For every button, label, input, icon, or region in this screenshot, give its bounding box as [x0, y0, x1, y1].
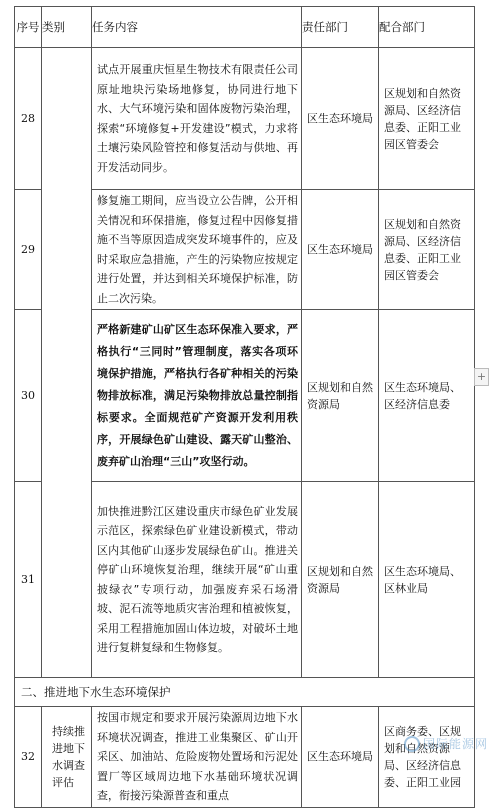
header-category: 类别 — [42, 7, 92, 48]
watermark — [404, 735, 488, 753]
row-task: 加快推进黔江区建设重庆市绿色矿业发展示范区，探索绿色矿业建设新模式，带动区内其他矿山逐步发展绿色矿山。推进关停矿山环境恢复治理，继续开展“矿山重披绿衣”专项行动，加强废弃采石场滑坡、泥石流等地质灾害治理和植被恢复，采用工程措施加固山体边坡，对破坏土地进行复耕复绿和生物修复。 — [92, 482, 302, 678]
row-category — [42, 48, 92, 678]
watermark-logo-icon — [404, 736, 420, 752]
row-task: 试点开展重庆恒星生物技术有限责任公司原址地块污染场地修复，协同进行地下水、大气环境污染和固体废物污染治理，探索“环境修复+开发建设”模式，力求将土壤污染风险管控和修复活动与供地、再开发活动同步。 — [92, 48, 302, 190]
row-cooperating: 区规划和自然资源局、区经济信息委、正阳工业园区管委会 — [379, 190, 475, 310]
table-row — [15, 48, 475, 190]
row-cooperating: 区规划和自然资源局、区经济信息委、正阳工业园区管委会 — [379, 48, 475, 190]
row-responsible: 区规划和自然资源局 — [302, 482, 379, 678]
row-cooperating: 区生态环境局、区经济信息委 — [379, 310, 475, 482]
row-seq: 28 — [15, 48, 42, 190]
row-task: 按国市规定和要求开展污染源周边地下水环境状况调查，推进工业集聚区、矿山开采区、加油站、危险废物处置场和污泥处置厂等区域周边地下水基础环境状况调查，衔接污染源普查和重点 — [92, 707, 302, 808]
add-row-button[interactable]: + — [474, 368, 489, 386]
section-row — [15, 678, 475, 707]
row-cooperating: 区生态环境局、区林业局 — [379, 482, 475, 678]
row-task: 修复施工期间，应当设立公告牌，公开相关情况和环保措施，修复过程中因修复措施不当等原因造成突发环境事件的，应及时采取应急措施，产生的污染物应按规定进行处置，并达到相关环境保护标准，防止二次污染。 — [92, 190, 302, 310]
row-responsible: 区生态环境局 — [302, 48, 379, 190]
header-seq: 序号 — [15, 7, 42, 48]
row-seq: 30 — [15, 310, 42, 482]
row-responsible: 区生态环境局 — [302, 190, 379, 310]
row-task: 严格新建矿山矿区生态环保准入要求，严格执行“三同时”管理制度，落实各项环境保护措施，严格执行各矿种相关的污染物排放标准，满足污染物排放总量控制指标要求。全面规范矿产资源开发利用秩序，开展绿色矿山建设、露天矿山整治、废弃矿山治理“三山”攻坚行动。 — [92, 310, 302, 482]
section-title: 二、推进地下水生态环境保护 — [15, 678, 475, 707]
row-responsible: 区生态环境局 — [302, 707, 379, 808]
row-seq: 32 — [15, 707, 42, 808]
task-table — [14, 6, 475, 808]
header-responsible: 责任部门 — [302, 7, 379, 48]
row-responsible: 区规划和自然资源局 — [302, 310, 379, 482]
row-cooperating: 区商务委、区规划和自然资源局、区经济信息委、正阳工业园 — [379, 707, 475, 808]
row-category: 持续推进地下水调查评估 — [42, 707, 92, 808]
watermark-text: 国际能源网 — [422, 736, 488, 751]
row-seq: 29 — [15, 190, 42, 310]
header-task: 任务内容 — [92, 7, 302, 48]
table-row — [15, 707, 475, 808]
row-seq: 31 — [15, 482, 42, 678]
header-cooperating: 配合部门 — [379, 7, 475, 48]
table-header-row — [15, 7, 475, 48]
